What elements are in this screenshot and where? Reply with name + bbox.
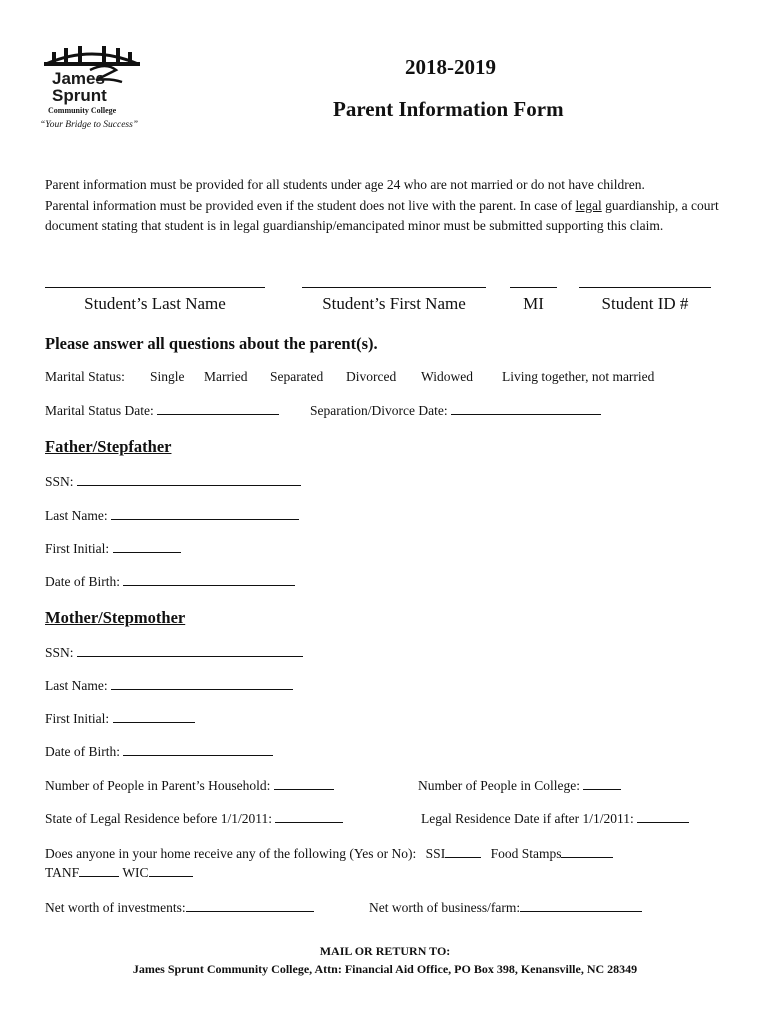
marital-option-single[interactable]: Single: [150, 369, 185, 384]
household-people-label: Number of People in Parent’s Household:: [45, 778, 271, 793]
net-business-label: Net worth of business/farm:: [369, 900, 521, 915]
state-residence-row: [45, 810, 343, 827]
father-dob-field[interactable]: [123, 573, 295, 586]
food-stamps-label: Food Stamps: [490, 846, 562, 861]
mother-dob-field[interactable]: [123, 743, 273, 756]
mother-heading: Mother/Stepmother: [45, 608, 186, 627]
net-investments-field[interactable]: [186, 899, 314, 912]
intro-paragraph: [45, 175, 735, 237]
legal-underlined: legal: [575, 197, 602, 213]
intro-line-1: Parent information must be provided for all students under age 24 who are not married or do not have children.: [45, 177, 645, 192]
logo-subtitle: Community College: [48, 106, 117, 115]
household-people-field[interactable]: [274, 777, 334, 790]
separation-date-label: Separation/Divorce Date:: [310, 403, 448, 418]
mother-first-initial-label: First Initial:: [45, 711, 110, 726]
net-business-field[interactable]: [520, 899, 642, 912]
father-first-initial-row: [45, 540, 181, 557]
student-last-name-line[interactable]: [45, 287, 265, 288]
mother-dob-label: Date of Birth:: [45, 744, 120, 759]
marital-option-living-together[interactable]: Living together, not married: [502, 369, 655, 384]
state-residence-field[interactable]: [275, 810, 343, 823]
father-ssn-field[interactable]: [77, 473, 301, 486]
state-residence-label: State of Legal Residence before 1/1/2011:: [45, 811, 273, 826]
tanf-label: TANF: [45, 865, 80, 880]
student-id-line[interactable]: [579, 287, 711, 288]
tagline: “Your Bridge to Success”: [40, 120, 139, 130]
residence-date-row: [421, 810, 689, 827]
food-stamps-field[interactable]: [561, 845, 613, 858]
father-last-name-label: Last Name:: [45, 508, 108, 523]
net-investments-row: [45, 899, 314, 916]
father-last-name-field[interactable]: [111, 507, 299, 520]
residence-date-field[interactable]: [637, 810, 689, 823]
marital-status-label: Marital Status:: [45, 369, 125, 384]
father-ssn-row: [45, 473, 301, 490]
mother-last-name-field[interactable]: [111, 677, 293, 690]
people-in-college-field[interactable]: [583, 777, 621, 790]
father-first-initial-field[interactable]: [113, 540, 181, 553]
marital-option-separated[interactable]: Separated: [270, 369, 324, 384]
father-dob-label: Date of Birth:: [45, 574, 120, 589]
marital-option-widowed[interactable]: Widowed: [421, 369, 473, 384]
ssi-label: SSI: [425, 846, 446, 861]
form-title: Parent Information Form: [333, 97, 564, 121]
mother-first-initial-field[interactable]: [113, 710, 195, 723]
tanf-field[interactable]: [79, 864, 119, 877]
student-first-name-line[interactable]: [302, 287, 486, 288]
residence-date-label: Legal Residence Date if after 1/1/2011:: [421, 811, 634, 826]
marital-option-married[interactable]: Married: [204, 369, 248, 384]
separation-date-field[interactable]: [451, 402, 601, 415]
ssi-field[interactable]: [445, 845, 481, 858]
benefits-row-2: [45, 864, 193, 881]
student-first-name-label: Student’s First Name: [322, 294, 466, 313]
net-business-row: [369, 899, 642, 916]
father-first-initial-label: First Initial:: [45, 541, 110, 556]
mother-ssn-label: SSN:: [45, 645, 74, 660]
separation-date-row: [310, 402, 601, 419]
mail-return-heading: MAIL OR RETURN TO:: [319, 944, 451, 958]
student-mi-line[interactable]: [510, 287, 557, 288]
wic-label: WIC: [122, 865, 149, 880]
father-dob-row: [45, 573, 295, 590]
mother-ssn-row: [45, 644, 303, 661]
father-heading: Father/Stepfather: [45, 437, 172, 456]
mail-address: James Sprunt Community College, Attn: Financial Aid Office, PO Box 398, Kenansville, NC 28349: [132, 962, 638, 976]
mother-first-initial-row: [45, 710, 195, 727]
people-in-college-row: [418, 777, 621, 794]
father-last-name-row: [45, 507, 299, 524]
form-year: 2018-2019: [405, 55, 496, 79]
mother-dob-row: [45, 743, 273, 760]
net-investments-label: Net worth of investments:: [45, 900, 186, 915]
marital-date-row: [45, 402, 279, 419]
mother-last-name-row: [45, 677, 293, 694]
intro-paragraph-2: Parental information must be provided even if the student does not live with the parent. In case of legal guardianship, a court document stating that student is in legal guardianship/emancipated minor must be submitted supporting this claim.: [45, 197, 719, 233]
logo-line-1: James: [52, 69, 105, 88]
people-in-college-label: Number of People in College:: [418, 778, 580, 793]
benefits-row: [45, 845, 613, 862]
marital-option-divorced[interactable]: Divorced: [346, 369, 397, 384]
logo-line-2: Sprunt: [52, 86, 107, 105]
benefits-question: Does anyone in your home receive any of the following (Yes or No):: [45, 846, 417, 861]
student-id-label: Student ID #: [601, 294, 689, 313]
student-last-name-label: Student’s Last Name: [84, 294, 226, 313]
student-mi-label: MI: [523, 294, 544, 313]
father-ssn-label: SSN:: [45, 474, 74, 489]
marital-date-field[interactable]: [157, 402, 279, 415]
household-people-row: [45, 777, 334, 794]
wic-field[interactable]: [149, 864, 193, 877]
mother-ssn-field[interactable]: [77, 644, 303, 657]
marital-date-label: Marital Status Date:: [45, 403, 154, 418]
parents-heading: Please answer all questions about the parent(s).: [45, 334, 378, 353]
mother-last-name-label: Last Name:: [45, 678, 108, 693]
